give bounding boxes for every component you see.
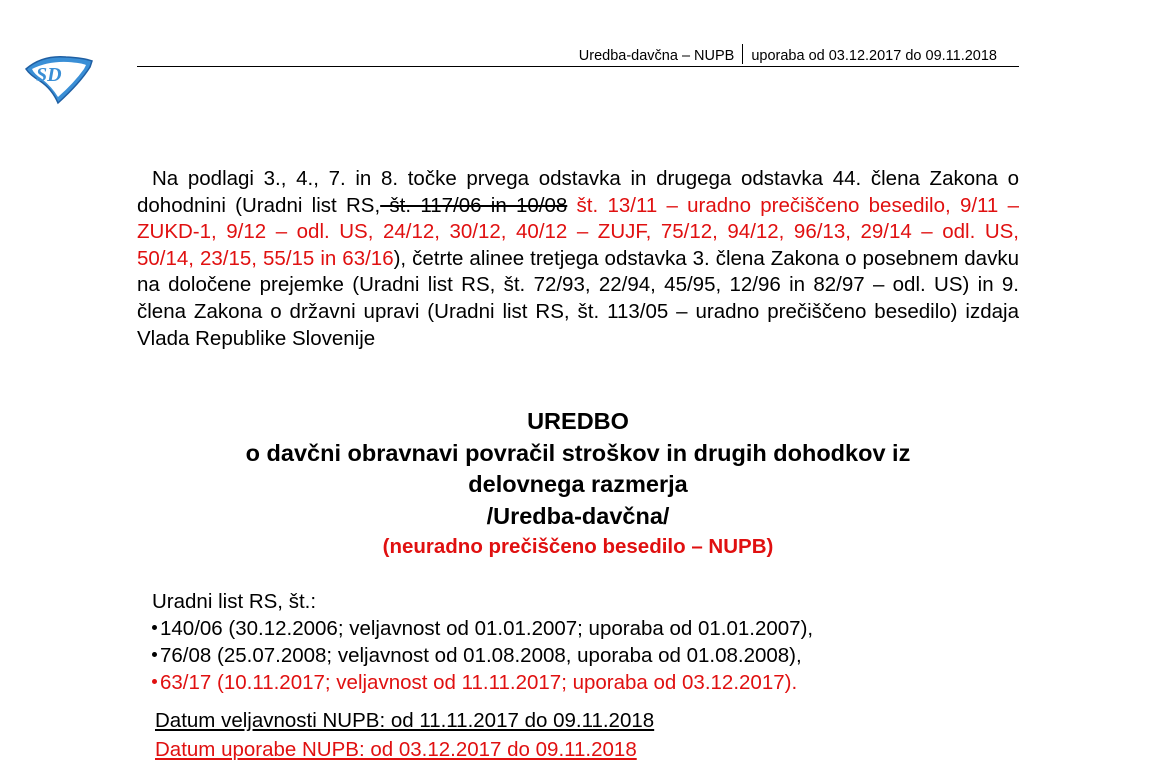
intro-paragraph [137,166,1019,352]
intro-text-2: ), četrte alinee tretjega odstavka 3. člena Zakona o posebnem davku na določene prejemke (Uradni list RS, št. 72/93, 22/94, 45/95, 12/96 in 82/97 – odl. US) in 9. člena Zakona o državni upravi (Uradni list RS, št. 113/05 – uradno prečiščeno besedilo) izdaja Vlada Republike Slovenije [137,246,1019,350]
header-doc-name: Uredba-davčna – NUPB [578,48,735,64]
list-item: 76/08 (25.07.2008; veljavnost od 01.08.2008, uporaba od 01.08.2008), [152,642,1022,669]
page-header [137,44,1019,67]
header-application-period: uporaba od 03.12.2017 do 09.11.2018 [751,48,997,64]
nupb-dates [155,706,1025,764]
bullet-icon [152,679,157,684]
bullet-icon [152,625,157,630]
list-item: 140/06 (30.12.2006; veljavnost od 01.01.2007; uporaba od 01.01.2007), [152,615,1022,642]
title-line-3: delovnega razmerja [468,471,688,497]
title-line-2: o davčni obravnavi povračil stroškov in drugih dohodkov iz [245,439,911,466]
document-title [137,406,1019,562]
header-separator [742,44,743,64]
title-line-1: UREDBO [527,408,629,434]
gazette-references [152,588,1022,696]
intro-text-1: Na podlagi 3., 4., 7. in 8. točke prvega odstavka in drugega odstavka 44. člena Zakona o dohodnini (Uradni list RS, [137,167,1019,217]
refs-heading: Uradni list RS, št.: [152,590,317,613]
title-short-name: /Uredba-davčna/ [486,502,670,529]
application-date: Datum uporabe NUPB: od 03.12.2017 do 09.11.2018 [155,738,637,761]
title-subtitle: (neuradno prečiščeno besedilo – NUPB) [382,535,774,558]
bullet-icon [152,652,157,657]
svg-text:SD: SD [36,64,62,86]
logo-icon [22,49,94,105]
intro-struck-text: št. 117/06 in 10/08 [380,193,568,217]
list-item: 63/17 (10.11.2017; veljavnost od 11.11.2017; uporaba od 03.12.2017). [152,669,1022,696]
validity-date: Datum veljavnosti NUPB: od 11.11.2017 do 09.11.2018 [155,709,655,732]
intro-amended-text: št. 13/11 – uradno prečiščeno besedilo, 9/11 – ZUKD-1, 9/12 – odl. US, 24/12, 30/12, 40/12 – ZUJF, 75/12, 94/12, 96/13, 29/14 – odl. US, 50/14, 23/15, 55/15 in 63/16 [137,193,1019,270]
